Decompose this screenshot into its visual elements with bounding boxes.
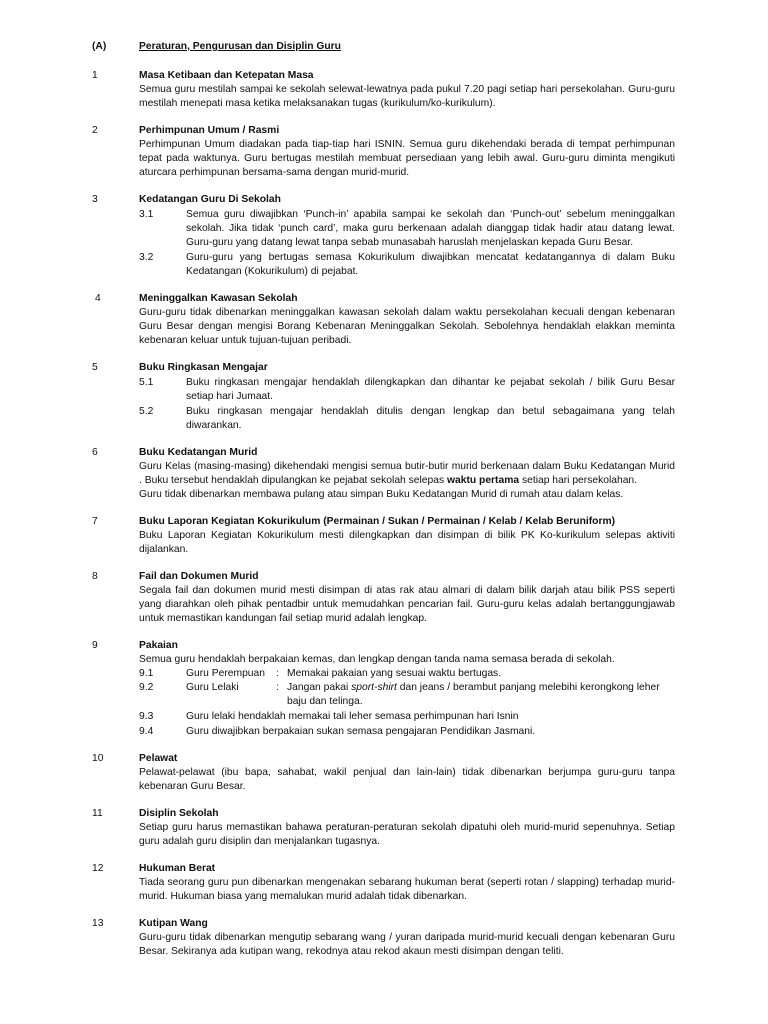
section-2 — [0, 124, 768, 180]
section-number: 6 — [92, 447, 98, 458]
section-heading: Fail dan Dokumen Murid — [139, 571, 259, 582]
section-body: Tiada seorang guru pun dibenarkan mengenakan sebarang hukuman berat (seperti rotan / slapping) terhadap murid-murid. Hukuman biasa yang memalukan murid adalah tidak dibenarkan. — [139, 877, 675, 902]
sub-item-number: 5.1 — [139, 377, 154, 388]
section-heading: Kutipan Wang — [139, 918, 208, 929]
section-body: Semua guru hendaklah berpakaian kemas, dan lengkap dengan tanda nama semasa berada di sekolah. — [139, 654, 615, 665]
rule-text: Memakai pakaian yang sesuai waktu bertugas. — [287, 668, 502, 679]
sub-item-text: Buku ringkasan mengajar hendaklah dilengkapkan dan dihantar ke pejabat sekolah / bilik Guru Besar setiap hari Jumaat. — [186, 377, 675, 402]
section-7 — [0, 515, 768, 557]
rule-text-italic: sport-shirt — [351, 682, 397, 693]
section-11 — [0, 807, 768, 849]
section-number: 3 — [92, 194, 98, 205]
section-body: Segala fail dan dokumen murid mesti disimpan di atas rak atau almari di dalam bilik darjah atau bilik PSS seperti yang diarahkan oleh pihak pentadbir untuk memudahkan pencarian fail. Guru-guru kelas adalah bertanggungjawab untuk memastikan kandungan fail setiap murid adalah lengkap. — [139, 585, 675, 624]
section-number: 2 — [92, 125, 98, 136]
emphasis-text: waktu pertama — [446, 475, 520, 486]
section-heading: Buku Laporan Kegiatan Kokurikulum (Permainan / Sukan / Permainan / Kelab / Kelab Beruniform) — [139, 516, 616, 527]
section-heading: Pelawat — [139, 753, 178, 764]
rule-text: dan jeans / berambut panjang melebihi kerongkong leher baju dan telinga. — [287, 682, 660, 707]
sub-item-number: 3.2 — [139, 252, 154, 263]
separator: : — [276, 668, 279, 679]
section-body: Semua guru mestilah sampai ke sekolah selewat-lewatnya pada pukul 7.20 pagi setiap hari persekolahan. Guru-guru mestilah menepati masa ketika melaksanakan tugas (kurikulum/ko-kurikulum). — [139, 84, 675, 109]
section-body: Guru-guru tidak dibenarkan mengutip sebarang wang / yuran daripada murid-murid kecuali dengan kebenaran Guru Besar. Sekiranya ada kutipan wang, rekodnya atau rekod akaun mesti disimpan dengan teliti. — [139, 932, 675, 957]
section-3 — [0, 193, 768, 279]
section-body: Pelawat-pelawat (ibu bapa, sahabat, wakil penjual dan lain-lain) tidak dibenarkan berjumpa guru-guru tanpa kebenaran Guru Besar. — [139, 767, 675, 792]
dress-code-group: Guru Perempuan — [186, 668, 265, 679]
section-10 — [0, 752, 768, 794]
sub-item — [139, 208, 675, 250]
sub-item-number: 9.4 — [139, 726, 154, 737]
section-number: 9 — [92, 640, 98, 651]
sub-item-number: 9.3 — [139, 711, 154, 722]
sub-item — [139, 710, 675, 724]
sub-item — [139, 376, 675, 404]
section-heading: Meninggalkan Kawasan Sekolah — [139, 293, 298, 304]
section-heading: Perhimpunan Umum / Rasmi — [139, 125, 280, 136]
section-6 — [0, 446, 768, 502]
section-number: 13 — [92, 918, 104, 929]
section-number: 7 — [92, 516, 98, 527]
sub-item — [139, 405, 675, 433]
dress-code-group: Guru Lelaki — [186, 682, 239, 693]
document-body — [0, 40, 768, 972]
section-body: Setiap guru harus memastikan bahawa peraturan-peraturan sekolah dipatuhi oleh murid-murid sepenuhnya. Setiap guru adalah guru disiplin dan menjalankan tugasnya. — [139, 822, 675, 847]
body-text: Guru Kelas (masing-masing) dikehendaki mengisi semua butir-butir murid berkenaan dalam Buku Kedatangan Murid . Buku tersebut hendaklah dipulangkan ke pejabat sekolah selepas — [139, 461, 675, 486]
section-title — [0, 40, 768, 54]
dress-code-item — [139, 667, 675, 681]
section-5 — [0, 361, 768, 433]
page-title: Peraturan, Pengurusan dan Disiplin Guru — [139, 41, 341, 52]
sub-item-number: 9.2 — [139, 682, 154, 693]
section-heading: Buku Ringkasan Mengajar — [139, 362, 268, 373]
separator: : — [276, 682, 279, 693]
section-body: Perhimpunan Umum diadakan pada tiap-tiap hari ISNIN. Semua guru dikehendaki berada di tempat perhimpunan tepat pada waktunya. Guru bertugas mestilah membuat persediaan yang lebih awal. Guru-guru diminta mengikuti aturcara perhimpunan bersama-sama dengan murid-murid. — [139, 139, 675, 178]
section-number: 4 — [95, 293, 101, 304]
section-heading: Pakaian — [139, 640, 178, 651]
dress-code-item — [139, 681, 675, 709]
sub-item-number: 5.2 — [139, 406, 154, 417]
sub-item-text: Guru diwajibkan berpakaian sukan semasa pengajaran Pendidikan Jasmani. — [186, 726, 536, 737]
section-heading: Hukuman Berat — [139, 863, 216, 874]
section-1 — [0, 69, 768, 111]
section-heading: Kedatangan Guru Di Sekolah — [139, 194, 281, 205]
body-text: setiap hari persekolahan. — [519, 475, 638, 486]
section-body: Guru-guru tidak dibenarkan meninggalkan kawasan sekolah dalam waktu persekolahan kecuali dengan kebenaran Guru Besar dengan mengisi Borang Kebenaran Meninggalkan Sekolah. Sebolehnya hendaklah elakkan meminta kebenaran keluar untuk tujuan-tujuan peribadi. — [139, 307, 675, 346]
sub-item — [139, 251, 675, 279]
rule-text: Jangan pakai — [287, 682, 352, 693]
sub-item-text: Semua guru diwajibkan ‘Punch-in’ apabila sampai ke sekolah dan ‘Punch-out’ sebelum meninggalkan sekolah. Jika tidak ‘punch card’, maka guru berkenaan adalah dianggap tidak hadir atau datang lewat. Guru-guru yang datang lewat tanpa sebab munasabah haruslah menjelaskan kepada Guru Besar. — [186, 209, 675, 248]
section-body — [139, 460, 675, 488]
section-heading: Buku Kedatangan Murid — [139, 447, 258, 458]
section-number: 1 — [92, 70, 98, 81]
sub-item-text: Guru lelaki hendaklah memakai tali leher semasa perhimpunan hari Isnin — [186, 711, 519, 722]
sub-item — [139, 725, 675, 739]
section-12 — [0, 862, 768, 904]
sub-item-text: Buku ringkasan mengajar hendaklah ditulis dengan lengkap dan betul sebagaimana yang telah diwarankan. — [186, 406, 675, 431]
section-number: 5 — [92, 362, 98, 373]
section-heading: Disiplin Sekolah — [139, 808, 219, 819]
section-body: Buku Laporan Kegiatan Kokurikulum mesti dilengkapkan dan disimpan di bilik PK Ko-kurikulum selepas aktiviti dijalankan. — [139, 530, 675, 555]
section-number: 10 — [92, 753, 104, 764]
sub-item-number: 9.1 — [139, 668, 154, 679]
section-4 — [0, 292, 768, 348]
sub-item-text: Guru-guru yang bertugas semasa Kokurikulum diwajibkan mencatat kedatangannya di dalam Buku Kedatangan (Kokurikulum) di pejabat. — [186, 252, 675, 277]
section-9 — [0, 639, 768, 739]
section-number: 8 — [92, 571, 98, 582]
section-heading: Masa Ketibaan dan Ketepatan Masa — [139, 70, 314, 81]
section-8 — [0, 570, 768, 626]
section-13 — [0, 917, 768, 959]
section-body-extra: Guru tidak dibenarkan membawa pulang atau simpan Buku Kedatangan Murid di rumah atau dalam kelas. — [139, 489, 624, 500]
sub-item-number: 3.1 — [139, 209, 154, 220]
section-number: 11 — [92, 808, 103, 819]
section-number: 12 — [92, 863, 104, 874]
title-marker: (A) — [92, 41, 107, 52]
